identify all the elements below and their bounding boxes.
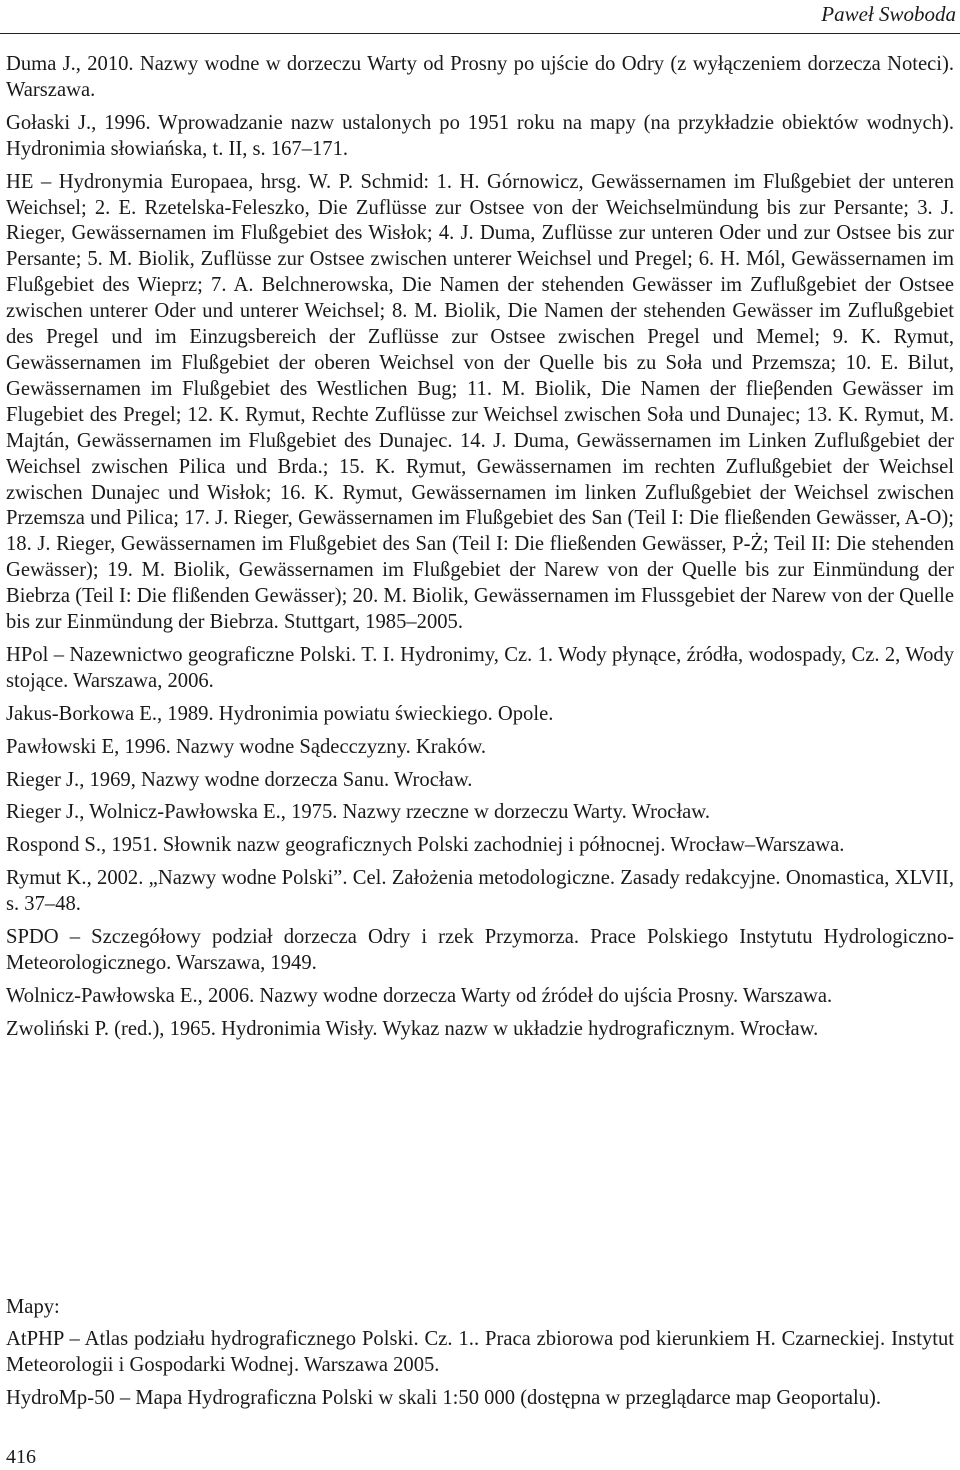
reference-entry: Rymut K., 2002. „Nazwy wodne Polski”. Cel. Założenia metodologiczne. Zasady redakcyjne. Onomastica, XLVII, s. 37–48. [6, 867, 954, 916]
header-divider [0, 33, 960, 34]
maps-section-heading: Mapy: [6, 1296, 60, 1318]
maps-list [6, 1327, 954, 1419]
reference-entry: Duma J., 2010. Nazwy wodne w dorzeczu Warty od Prosny po ujście do Odry (z wyłączeniem dorzecza Noteci). Warszawa. [6, 53, 954, 101]
reference-entry: SPDO – Szczegółowy podział dorzecza Odry i rzek Przymorza. Prace Polskiego Instytutu Hydrologiczno-Meteorologicznego. Warszawa, 1949. [6, 926, 954, 974]
running-header-author: Paweł Swoboda [821, 2, 956, 26]
reference-entry: HPol – Nazewnictwo geograficzne Polski. T. I. Hydronimy, Cz. 1. Wody płynące, źródła, wodospady, Cz. 2, Wody stojące. Warszawa, 2006. [6, 643, 954, 692]
reference-entry: Gołaski J., 1996. Wprowadzanie nazw ustalonych po 1951 roku na mapy (na przykładzie obiektów wodnych). Hydronimia słowiańska, t. II, s. 167–171. [6, 111, 954, 160]
map-entry: HydroMp-50 – Mapa Hydrograficzna Polski w skali 1:50 000 (dostępna w przeglądarce map Geoportalu). [6, 1386, 881, 1409]
reference-entry: Jakus-Borkowa E., 1989. Hydronimia powiatu świeckiego. Opole. [6, 702, 554, 725]
reference-entry: Rieger J., Wolnicz-Pawłowska E., 1975. Nazwy rzeczne w dorzeczu Warty. Wrocław. [6, 801, 710, 824]
reference-entry: HE – Hydronymia Europaea, hrsg. W. P. Schmid: 1. H. Górnowicz, Gewässernamen im Flußgebiet der unteren Weichsel; 2. E. Rzetelska-Feleszko, Die Zuflüsse zur Ostsee von der Weichselmündung bis zur Persante; 3. J. Rieger, Gewässernamen im Flußgebiet des Wisłok; 4. J. Duma, Zuflüsse zur unteren Oder und zur Ostsee bis zur Persante; 5. M. Biolik, Zuflüsse zur Ostsee zwischen unterer Weichsel und Pregel; 6. H. Mól, Gewässernamen im Flußgebiet des Wieprz; 7. A. Belchnerowska, Die Namen der stehenden Gewässer im Zuflußgebiet der Ostsee zwischen unterer Oder und unterer Weichsel; 8. M. Biolik, Die Namen der stehenden Gewässer im Zuflußgebiet des Pregel und im Einzugsbereich der Zuflüsse zur Ostsee zwischen Pregel und Memel; 9. K. Rymut, Gewässernamen im Flußgebiet der oberen Weichsel von der Quelle bis zu Soła und Przemsza; 10. E. Bilut, Gewässernamen im Flußgebiet des Westlichen Bug; 11. M. Biolik, Die Namen der flieβenden Gewässer im Flugebiet des Pregel; 12. K. Rymut, Rechte Zuflüsse zur Weichsel zwischen Soła und Dunajec; 13. K. Rymut, M. Majtán, Gewässernamen im Flußgebiet des Dunajec. 14. J. Duma, Gewässernamen im Linken Zuflußgebiet der Weichsel zwischen Pilica und Brda.; 15. K. Rymut, Gewässernamen im rechten Zuflußgebiet der Weichsel zwischen Dunajec und Wisłok; 16. K. Rymut, Gewässernamen im linken Zuflußgebiet der Weichsel zwischen Przemsza und Pilica; 17. J. Rieger, Gewässernamen im Flußgebiet des San (Teil I: Die fließenden Gewässer, A-O); 18. J. Rieger, Gewässernamen im Flußgebiet des San (Teil I: Die fließenden Gewässer, P-Ż; Teil II: Die stehenden Gewässer); 19. M. Biolik, Gewässernamen im Flußgebiet der Narew von der Quelle bis zur Einmündung der Biebrza (Teil I: Die flißenden Gewässer); 20. M. Biolik, Gewässernamen im Flussgebiet der Narew von der Quelle bis zur Einmündung der Biebrza. Stuttgart, 1985–2005. [6, 170, 954, 634]
reference-list [6, 52, 954, 1050]
page-number: 416 [6, 1446, 36, 1468]
reference-entry: Pawłowski E, 1996. Nazwy wodne Sądecczyzny. Kraków. [6, 735, 487, 758]
reference-entry: Rieger J., 1969, Nazwy wodne dorzecza Sanu. Wrocław. [6, 768, 473, 791]
map-entry: AtPHP – Atlas podziału hydrograficznego Polski. Cz. 1.. Praca zbiorowa pod kierunkiem H. Czarneckiej. Instytut Meteorologii i Gospodarki Wodnej. Warszawa 2005. [6, 1328, 954, 1376]
reference-entry: Zwoliński P. (red.), 1965. Hydronimia Wisły. Wykaz nazw w układzie hydrograficznym. Wrocław. [6, 1017, 819, 1040]
reference-entry: Wolnicz-Pawłowska E., 2006. Nazwy wodne dorzecza Warty od źródeł do ujścia Prosny. Warszawa. [6, 984, 833, 1007]
reference-entry: Rospond S., 1951. Słownik nazw geograficznych Polski zachodniej i północnej. Wrocław–Warszawa. [6, 834, 845, 857]
